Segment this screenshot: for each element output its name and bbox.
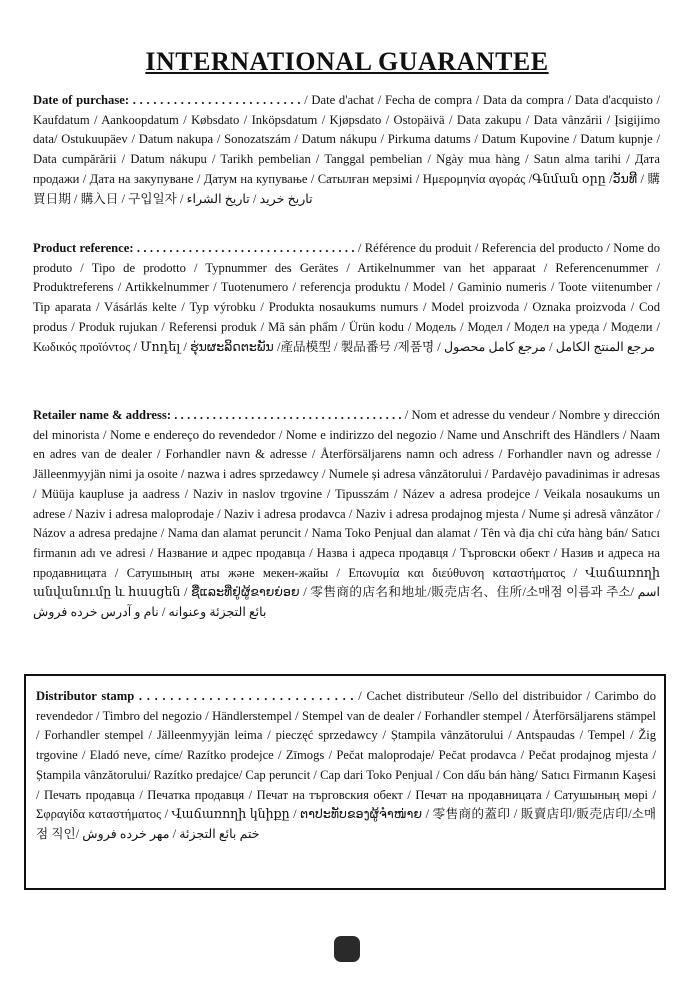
product-reference-translations: / Référence du produit / Referencia del producto / Nome do produto / Tipo de prodotto / Typnummer des Gerätes / Artikelnummer van het apparaat / Referencenummer / Produktreferens / Artikkelnummer / Tuotenumero / referencja produktu / Model / Gaminio numeris / Toote viitenumber / Tip aparata / Vásárlás kelte / Typ výrobku / Produkta nosaukums numurs / Model proizvoda / Oznaka proizvoda / Cod produs / Produk rujukan / Referensi produk / Mã sản phẩm / Ürün kodu / Модель / Модел / Модел на уреда / Модели / Κωδικός προϊόντος / Մոդել / ຮຸ່ນຜະລິດຕະພັນ /產品模型 / 製品番号 /제품명 / مرجع المنتج الكامل / مرجع کامل محصول [33, 241, 660, 354]
product-reference-section [33, 239, 660, 357]
distributor-stamp-label: Distributor stamp [36, 689, 135, 703]
retailer-label: Retailer name & address: [33, 408, 172, 422]
page-number-badge [334, 936, 360, 962]
distributor-stamp-translations: / Cachet distributeur /Sello del distribuidor / Carimbo do revendedor / Timbro del negozio / Händlerstempel / Stempel van de dealer / Forhandler stempel / Återförsäljarens stämpel / Forhandler stempel / Jälleenmyyjän leima / pieczęć sprzedawcy / Ștampila vânzătorului / Antspaudas / Tempel / Žig trgovine / Eladó neve, címe/ Razítko prodejce / Zīmogs / Pečat maloprodaje/ Pečat prodavca / Pečat prodajnog mjesta / Ștampila vânzătorului/ Razítko predajce/ Cap peruncit / Cap dari Toko Penjual / Con dấu bán hàng/ Satıcı Firmanın Kaşesi / Печать продавца / Печатка продавця / Печат на търговския обект / Печат на продавницата / Сатушының мөрі / Σφραγίδα καταστήματος / Վաճառողի կնիքը / ຕາປະທັບຂອງຜູ້ຈຳໜ່າຍ / 零售商的蓋印 / 販賣店印/販売店印/소매점 직인/ ختم بائع التجزئة / مهر خرده فروش [36, 689, 656, 841]
distributor-stamp-section [36, 687, 656, 845]
date-of-purchase-fill-line: . . . . . . . . . . . . . . . . . . . . . . . . . [129, 93, 305, 107]
page-title: INTERNATIONAL GUARANTEE [145, 47, 549, 76]
product-reference-fill-line: . . . . . . . . . . . . . . . . . . . . . . . . . . . . . . . . . . [133, 241, 358, 255]
retailer-translations: / Nom et adresse du vendeur / Nombre y dirección del minorista / Nome e endereço do revendedor / Nome e indirizzo del negozio / Name und Anschrift des Händlers / Naam en adres van de dealer / Forhandler navn & adresse / Återförsäljarens namn och adress / Forhandler navn og adresse / Jälleenmyyjän nimi ja osoite / nazwa i adres sprzedawcy / Numele și adresa vânzătorului / Pardavėjo pavadinimas ir adresas / Müüja kaupluse ja aadress / Naziv in naslov trgovine / Tipusszám / Název a adresa prodejce / Veikala nosaukums un adrese / Naziv i adresa maloprodaje / Naziv i adresa prodavca / Naziv i adresa prodajnog mjesta / Nume și adresă vânzător / Názov a adresa predajne / Nama dan alamat peruncit / Nama Toko Penjual dan alamat / Tên và địa chỉ cửa hàng bán/ Satıcı firmanın adı ve adresi / Название и адрес продавца / Назва і адреса продавця / Търговски обект / Назив и адреса на продавницата / Сатушының аты және мекен-жайы / Επωνυμία και διεύθυνση καταστήματος / Վաճառողի անվանումը և հասցեն / ຊື່ແລະທີ່ຢູ່ຜູ້ຂາຍຍ່ອຍ / 零售商的店名和地址/販売店名、住所/소매점 이름과 주소/ اسم بائع التجزئة وعنوانه / نام و آدرس خرده فروش [33, 408, 660, 620]
retailer-fill-line: . . . . . . . . . . . . . . . . . . . . . . . . . . . . . . . . . . . . [171, 408, 405, 422]
product-reference-label: Product reference: [33, 241, 134, 255]
date-of-purchase-section [33, 91, 660, 209]
retailer-section [33, 406, 660, 623]
date-of-purchase-label: Date of purchase: [33, 93, 130, 107]
date-of-purchase-translations: / Date d'achat / Fecha de compra / Data da compra / Data d'acquisto / Kaufdatum / Aankoopdatum / Købsdato / Inköpsdatum / Kjøpsdato / Ostopäivä / Data zakupu / Data vânzării / Įsigijimo data/ Ostukuupäev / Datum nakupa / Sonozatszám / Datum nákupu / Pirkuma datums / Datum Kupovine / Datum kupnje / Data cumpărării / Datum nákupu / Tarikh pembelian / Tanggal pembelian / Ngày mua hàng / Satın alma tarihi / Дата продажи / Дата на закупуване / Датум на купување / Сатылған мерзімі / Ημερομηνία αγοράς /Գնման օրը /ວັນທີ / 購買日期 / 購入日 / 구입일자 / تاریخ خرید / تاریخ الشراء [33, 93, 660, 206]
distributor-stamp-box [24, 674, 666, 890]
distributor-stamp-fill-line: . . . . . . . . . . . . . . . . . . . . . . . . . . . . [134, 689, 359, 703]
